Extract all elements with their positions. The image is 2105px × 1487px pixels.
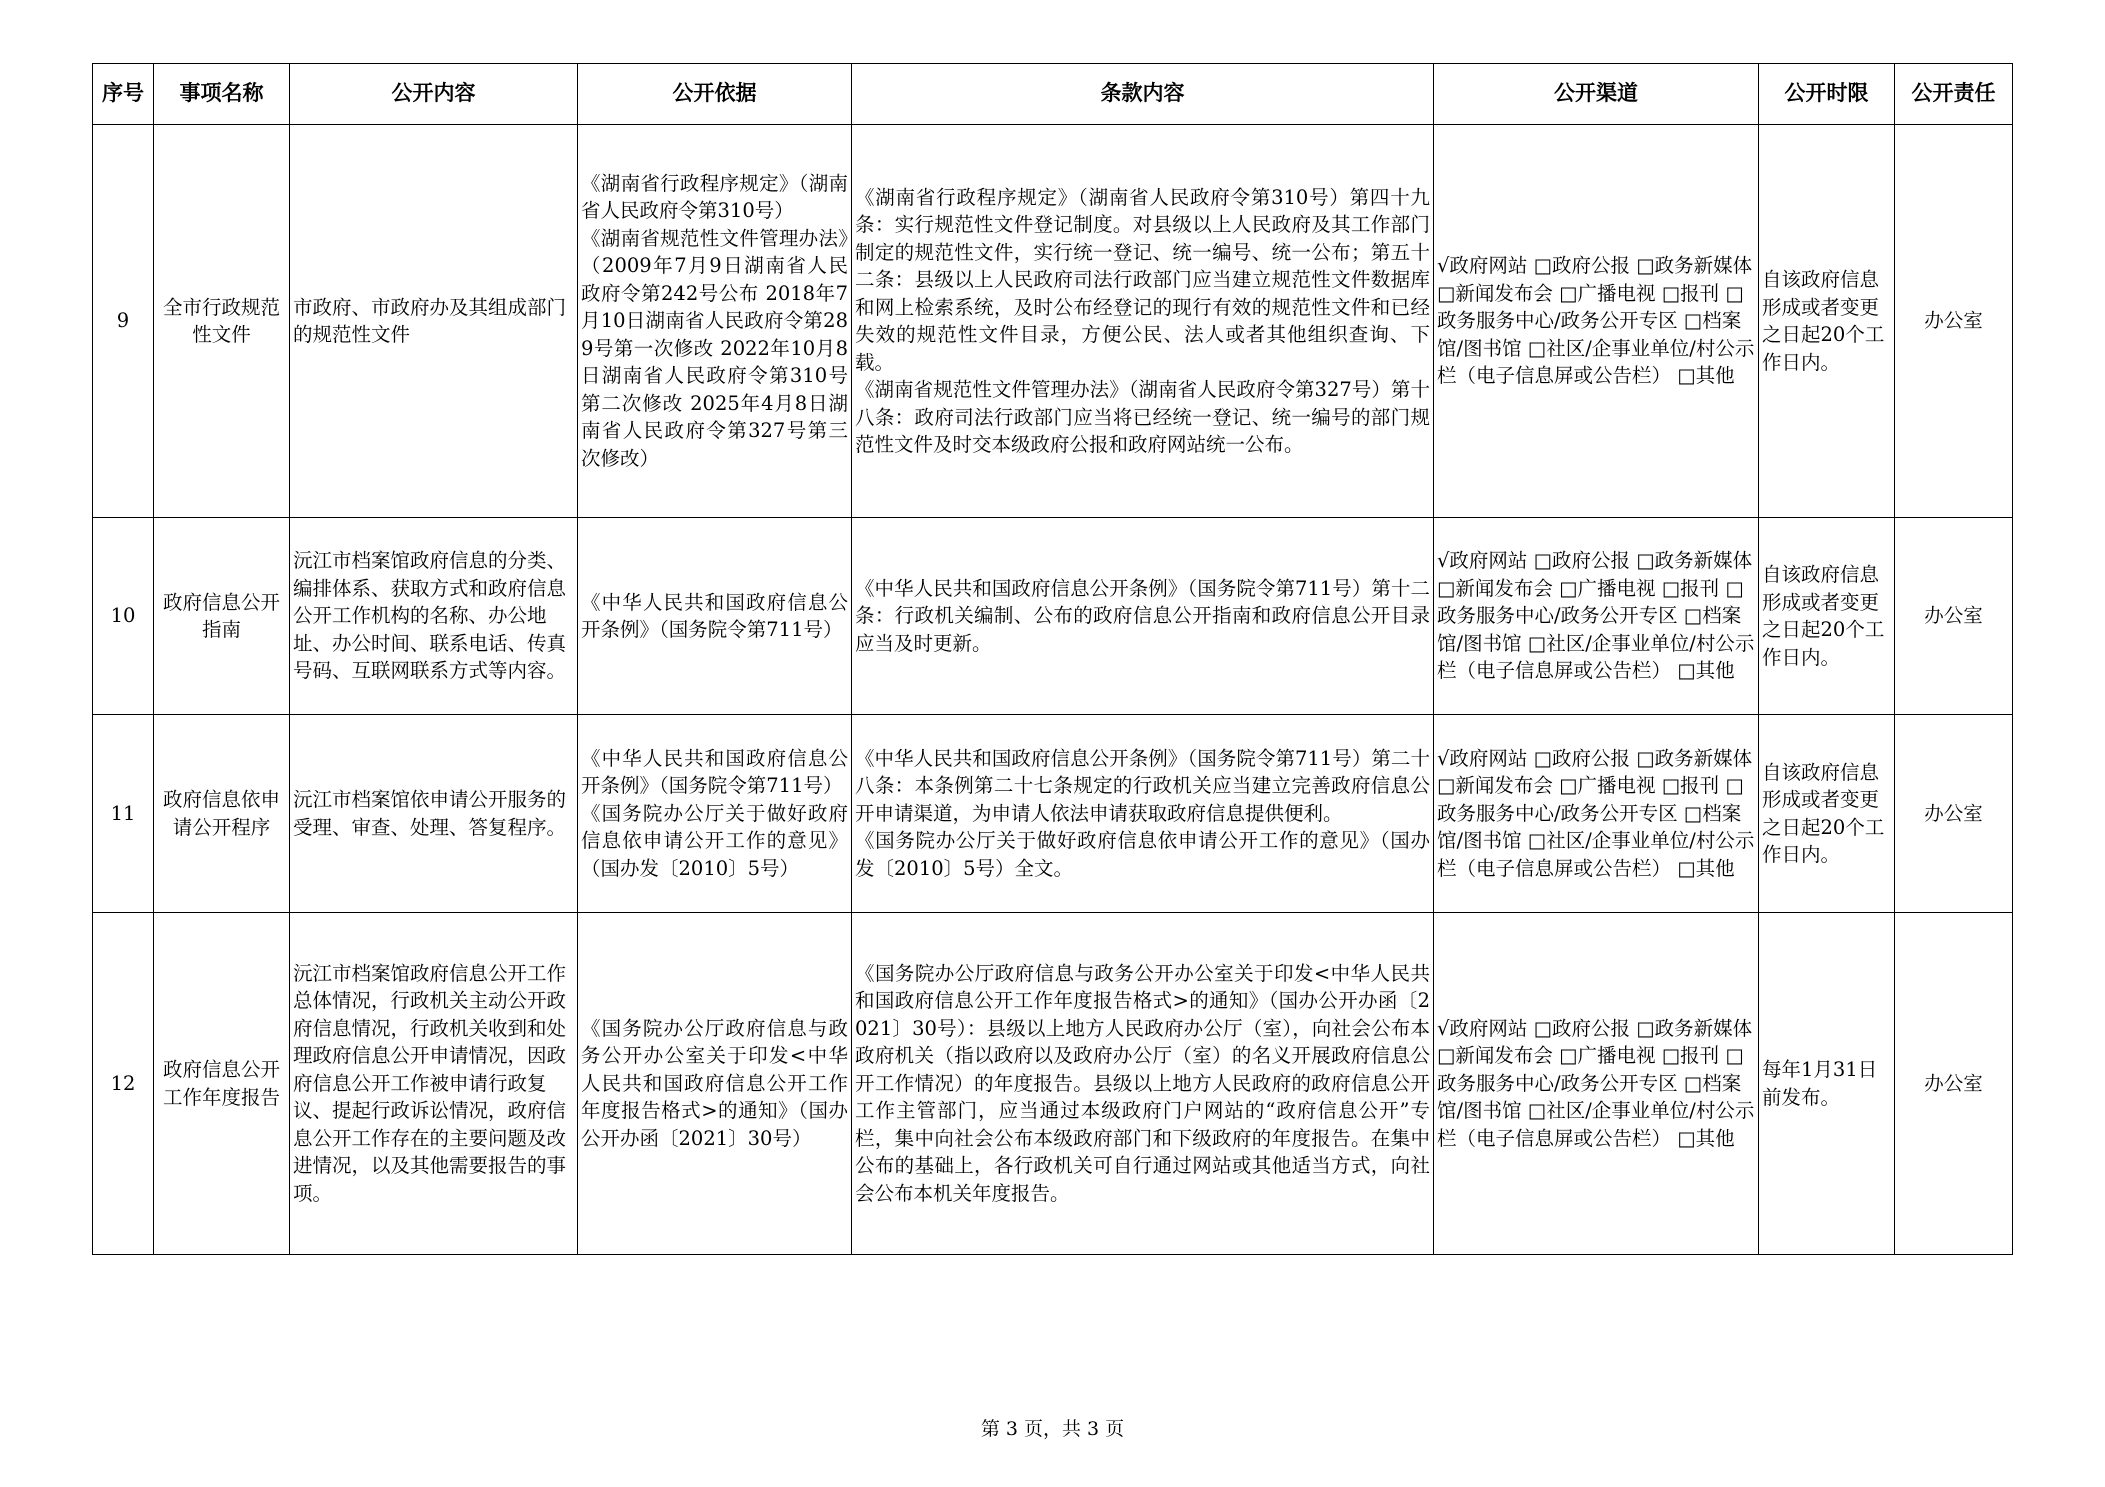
cell-basis: 《中华人民共和国政府信息公开条例》（国务院令第711号） [578,518,852,715]
cell-deadline: 自该政府信息形成或者变更之日起20个工作日内。 [1759,715,1895,913]
cell-content: 沅江市档案馆政府信息公开工作总体情况，行政机关主动公开政府信息情况，行政机关收到和处理政府信息公开申请情况，因政府信息公开工作被申请行政复议、提起行政诉讼情况，政府信息公开工作存在的主要问题及改进情况，以及其他需要报告的事项。 [290,913,578,1255]
cell-duty: 办公室 [1895,715,2013,913]
header-no: 序号 [93,64,154,125]
header-clause: 条款内容 [852,64,1434,125]
cell-basis: 《国务院办公厅政府信息与政务公开办公室关于印发<中华人民共和国政府信息公开工作年度报告格式>的通知》（国办公开办函〔2021〕30号） [578,913,852,1255]
table-row [93,125,2013,518]
cell-name: 政府信息公开工作年度报告 [154,913,290,1255]
table-row [93,715,2013,913]
cell-clause: 《国务院办公厅政府信息与政务公开办公室关于印发<中华人民共和国政府信息公开工作年度报告格式>的通知》（国办公开办函〔2021〕30号）：县级以上地方人民政府办公厅（室），向社会公布本政府机关（指以政府以及政府办公厅（室）的名义开展政府信息公开工作情况）的年度报告。县级以上地方人民政府的政府信息公开工作主管部门，应当通过本级政府门户网站的“政府信息公开”专栏，集中向社会公布本级政府部门和下级政府的年度报告。在集中公布的基础上，各行政机关可自行通过网站或其他适当方式，向社会公布本机关年度报告。 [852,913,1434,1255]
cell-no: 11 [93,715,154,913]
cell-deadline: 自该政府信息形成或者变更之日起20个工作日内。 [1759,125,1895,518]
cell-content: 沅江市档案馆依申请公开服务的受理、审查、处理、答复程序。 [290,715,578,913]
header-channel: 公开渠道 [1434,64,1759,125]
cell-content: 市政府、市政府办及其组成部门的规范性文件 [290,125,578,518]
cell-channel: √政府网站 □政府公报 □政务新媒体 □新闻发布会 □广播电视 □报刊 □政务服务中心/政务公开专区 □档案馆/图书馆 □社区/企事业单位/村公示栏（电子信息屏或公告栏） □其他 [1434,913,1759,1255]
cell-channel: √政府网站 □政府公报 □政务新媒体 □新闻发布会 □广播电视 □报刊 □政务服务中心/政务公开专区 □档案馆/图书馆 □社区/企事业单位/村公示栏（电子信息屏或公告栏） □其他 [1434,518,1759,715]
cell-channel: √政府网站 □政府公报 □政务新媒体 □新闻发布会 □广播电视 □报刊 □政务服务中心/政务公开专区 □档案馆/图书馆 □社区/企事业单位/村公示栏（电子信息屏或公告栏） □其他 [1434,125,1759,518]
header-duty: 公开责任 [1895,64,2013,125]
cell-duty: 办公室 [1895,913,2013,1255]
cell-deadline: 自该政府信息形成或者变更之日起20个工作日内。 [1759,518,1895,715]
disclosure-table [92,63,2013,1255]
cell-duty: 办公室 [1895,125,2013,518]
cell-no: 12 [93,913,154,1255]
cell-clause: 《中华人民共和国政府信息公开条例》（国务院令第711号）第二十八条：本条例第二十七条规定的行政机关应当建立完善政府信息公开申请渠道，为申请人依法申请获取政府信息提供便利。 《国务院办公厅关于做好政府信息依申请公开工作的意见》（国办发〔2010〕5号）全文。 [852,715,1434,913]
cell-basis: 《中华人民共和国政府信息公开条例》（国务院令第711号） 《国务院办公厅关于做好政府信息依申请公开工作的意见》（国办发〔2010〕5号） [578,715,852,913]
header-content: 公开内容 [290,64,578,125]
cell-content: 沅江市档案馆政府信息的分类、编排体系、获取方式和政府信息公开工作机构的名称、办公地址、办公时间、联系电话、传真号码、互联网联系方式等内容。 [290,518,578,715]
cell-name: 政府信息依申请公开程序 [154,715,290,913]
cell-name: 全市行政规范性文件 [154,125,290,518]
table-row [93,913,2013,1255]
cell-no: 10 [93,518,154,715]
cell-deadline: 每年1月31日前发布。 [1759,913,1895,1255]
header-basis: 公开依据 [578,64,852,125]
cell-name: 政府信息公开指南 [154,518,290,715]
cell-channel: √政府网站 □政府公报 □政务新媒体 □新闻发布会 □广播电视 □报刊 □政务服务中心/政务公开专区 □档案馆/图书馆 □社区/企事业单位/村公示栏（电子信息屏或公告栏） □其他 [1434,715,1759,913]
table-row [93,518,2013,715]
header-name: 事项名称 [154,64,290,125]
header-deadline: 公开时限 [1759,64,1895,125]
cell-basis: 《湖南省行政程序规定》（湖南省人民政府令第310号） 《湖南省规范性文件管理办法》（2009年7月9日湖南省人民政府令第242号公布 2018年7月10日湖南省人民政府令第289号第一次修改 2022年10月8日湖南省人民政府令第310号第二次修改 2025年4月8日湖南省人民政府令第327号第三次修改） [578,125,852,518]
table-header-row [93,64,2013,125]
cell-clause: 《湖南省行政程序规定》（湖南省人民政府令第310号）第四十九条：实行规范性文件登记制度。对县级以上人民政府及其工作部门制定的规范性文件，实行统一登记、统一编号、统一公布；第五十二条：县级以上人民政府司法行政部门应当建立规范性文件数据库和网上检索系统，及时公布经登记的现行有效的规范性文件和已经失效的规范性文件目录，方便公民、法人或者其他组织查询、下载。 《湖南省规范性文件管理办法》（湖南省人民政府令第327号）第十八条：政府司法行政部门应当将已经统一登记、统一编号的部门规范性文件及时交本级政府公报和政府网站统一公布。 [852,125,1434,518]
cell-no: 9 [93,125,154,518]
page-number-footer: 第 3 页，共 3 页 [980,1418,1125,1440]
cell-duty: 办公室 [1895,518,2013,715]
cell-clause: 《中华人民共和国政府信息公开条例》（国务院令第711号）第十二条：行政机关编制、公布的政府信息公开指南和政府信息公开目录应当及时更新。 [852,518,1434,715]
